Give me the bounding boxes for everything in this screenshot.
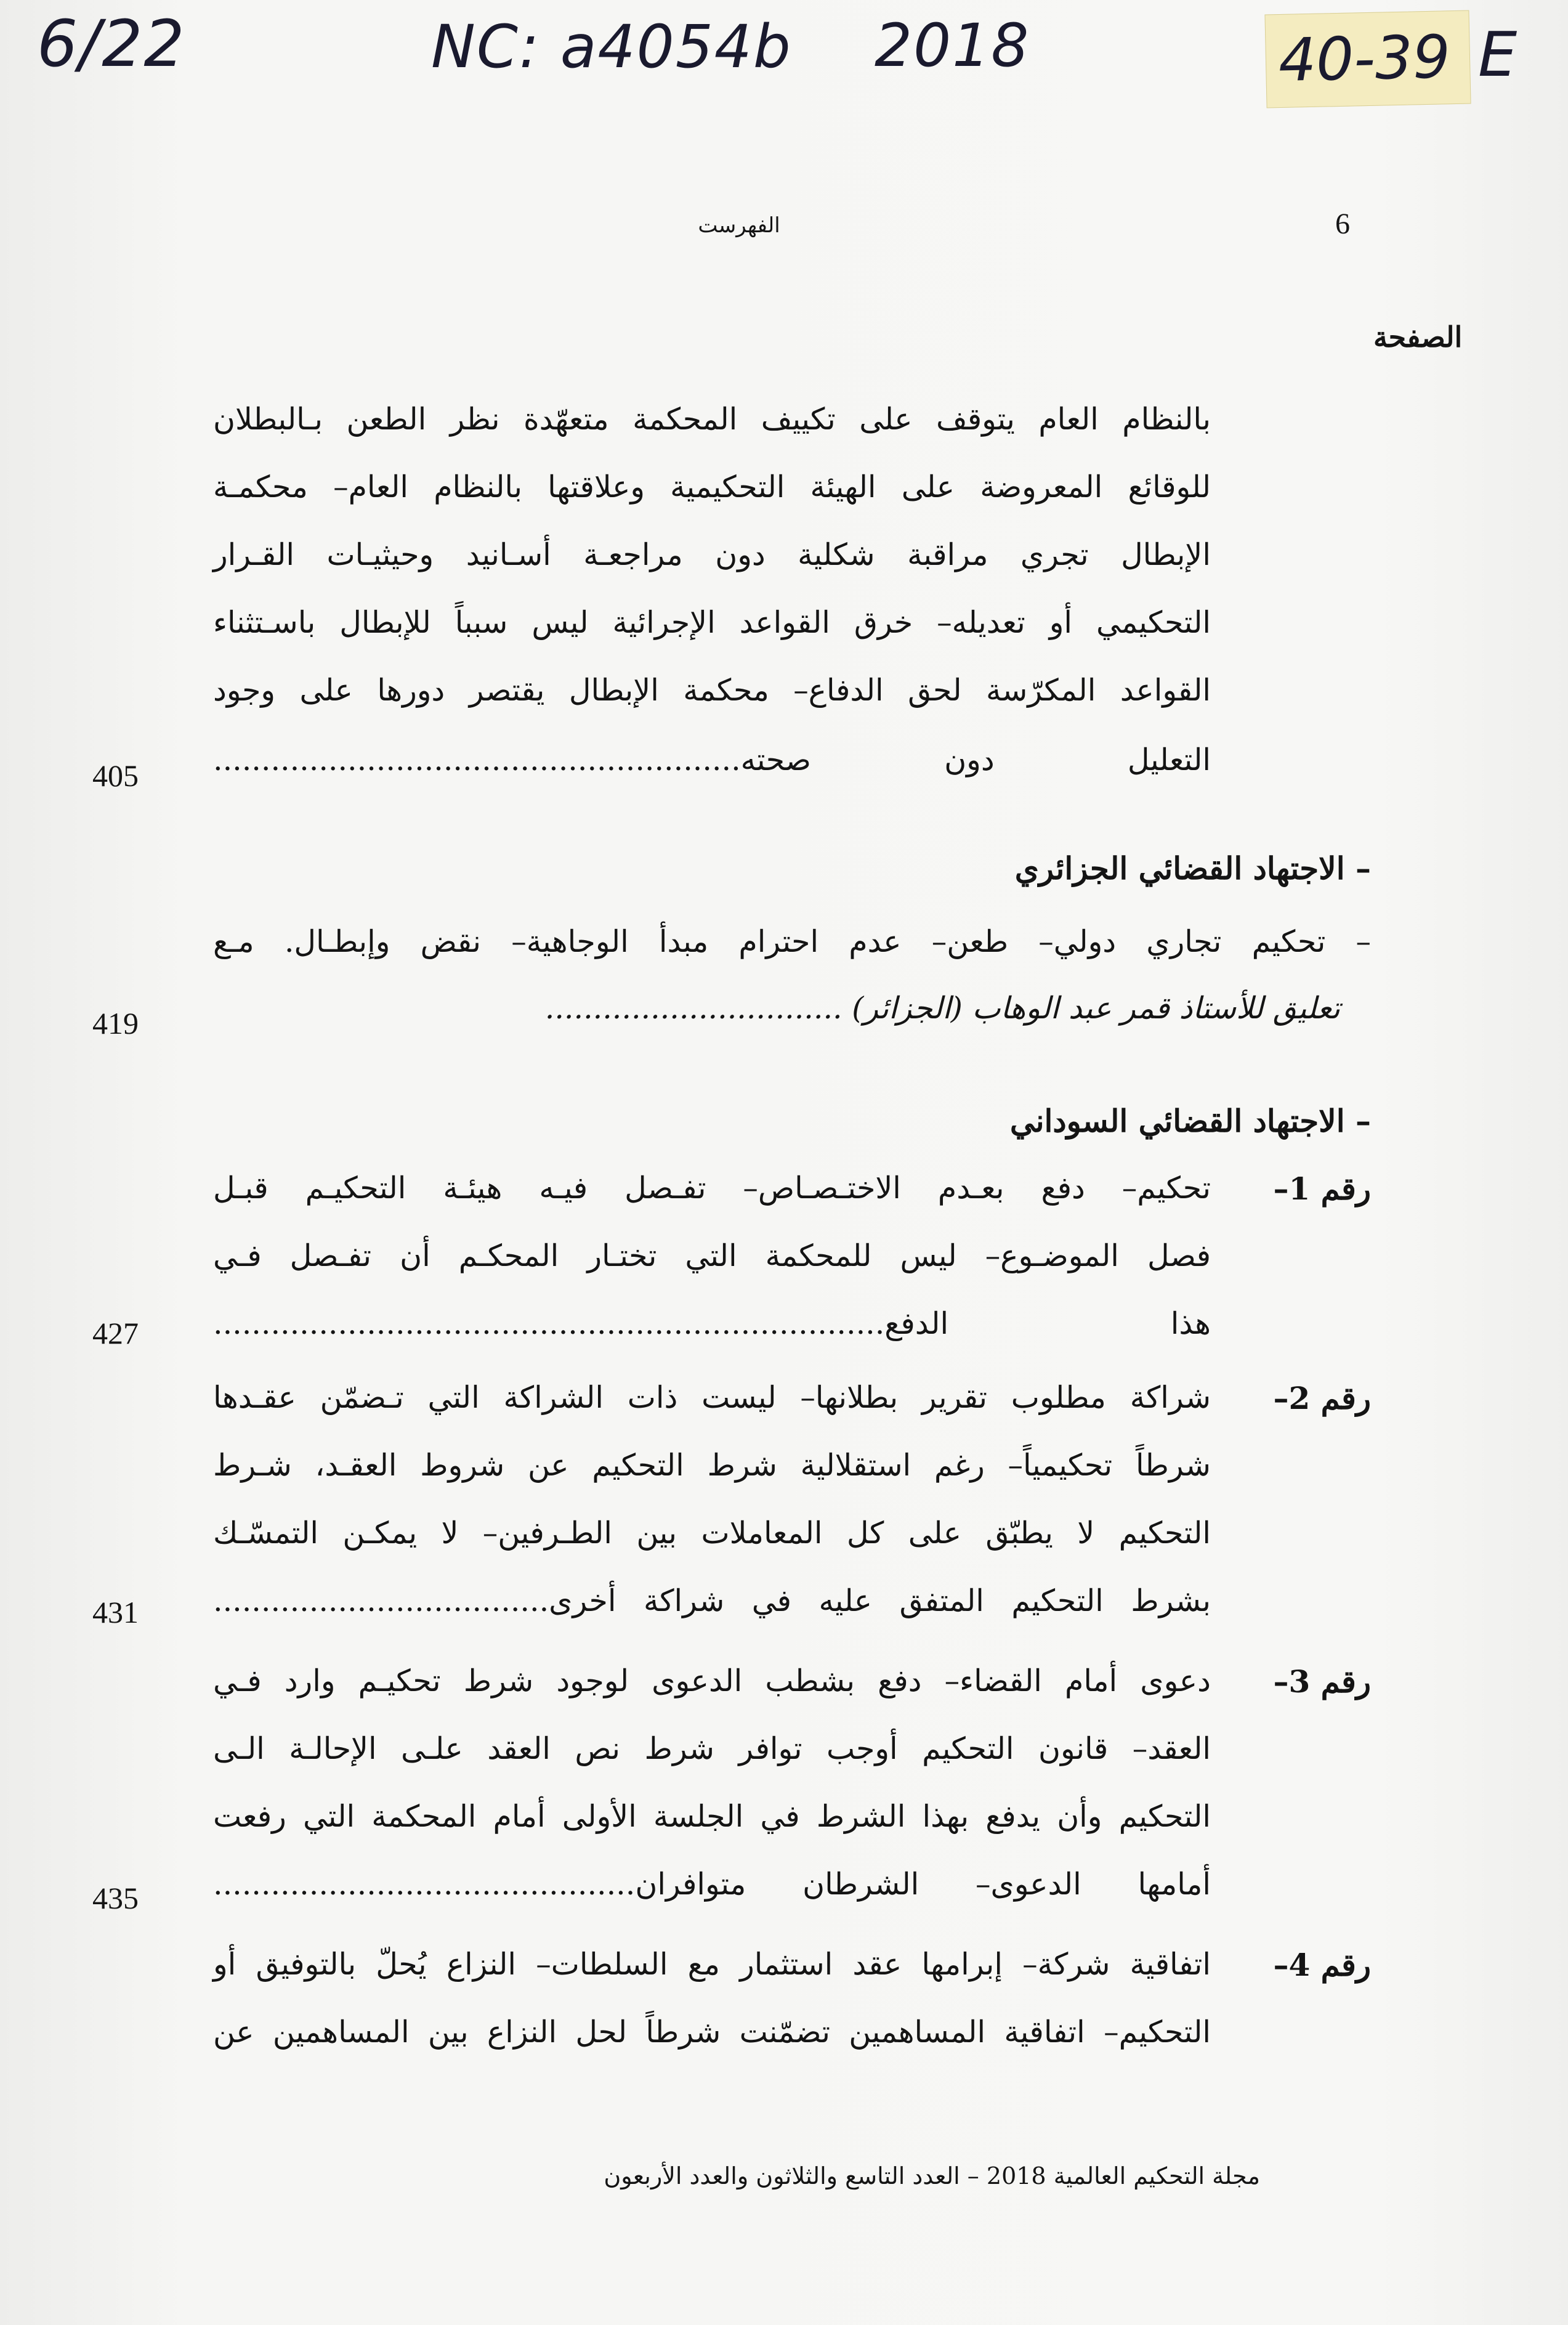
sticky-label-text: 40-39 xyxy=(1277,22,1452,95)
toc-line: العقد– قانون التحكيم أوجب توافر شرط نص العقد علـى الإحالـة الـى xyxy=(213,1731,1211,1766)
entry-label: رقم 1– xyxy=(1273,1171,1371,1207)
toc-page-ref: 431 xyxy=(92,1595,139,1629)
handwritten-reference: NC: a4054b xyxy=(431,12,792,81)
toc-page-ref: 419 xyxy=(92,1006,139,1041)
toc-line: التحكيم– اتفاقية المساهمين تضمّنت شرطاً لحل النزاع بين المساهمين عن xyxy=(213,2015,1211,2050)
toc-line: بالنظام العام يتوقف على تكييف المحكمة متعهّدة نظر الطعن بـالبطلان xyxy=(213,402,1211,437)
toc-line: التحكيم وأن يدفع بهذا الشرط في الجلسة الأولى أمام المحكمة التي رفعت xyxy=(213,1799,1211,1834)
entry-label: رقم 2– xyxy=(1273,1380,1371,1416)
toc-line: القواعد المكرّسة لحق الدفاع– محكمة الإبطال يقتصر دورها على وجود xyxy=(213,673,1211,708)
toc-page-ref: 405 xyxy=(92,758,139,793)
toc-line: للوقائع المعروضة على الهيئة التحكيمية وعلاقتها بالنظام العام– محكمـة xyxy=(213,469,1211,505)
sticky-label xyxy=(1264,10,1471,108)
toc-line: – تحكيم تجاري دولي– طعن– عدم احترام مبدأ الوجاهية– نقض وإبطـال. مـع xyxy=(213,924,1371,959)
toc-line: تعليق للأستاذ قمر عبد الوهاب (الجزائر) ............................... xyxy=(544,991,1340,1026)
section-heading-sudanese: – الاجتهاد القضائي السوداني xyxy=(1009,1103,1371,1139)
toc-line: اتفاقية شركة– إبرامها عقد استثمار مع السلطات– النزاع يُحلّ بالتوفيق أو xyxy=(213,1947,1211,1982)
toc-line: بشرط التحكيم المتفق عليه في شراكة أخرى................................... xyxy=(213,1583,1211,1618)
running-header-title: الفهرست xyxy=(698,213,780,238)
page-number: 6 xyxy=(1335,208,1350,240)
entry-label: رقم 3– xyxy=(1273,1663,1371,1700)
toc-line: هذا الدفع...................................................................... xyxy=(213,1306,1211,1341)
handwritten-year: 2018 xyxy=(875,11,1030,80)
toc-page-ref: 427 xyxy=(92,1316,139,1350)
toc-line: التحكيم لا يطبّق على كل المعاملات بين الطـرفين– لا يمكـن التمسّـك xyxy=(213,1516,1211,1551)
section-heading-algerian: – الاجتهاد القضائي الجزائري xyxy=(1014,850,1371,887)
handwritten-folio: 6/22 xyxy=(37,6,186,81)
toc-line: الإبطال تجري مراقبة شكلية دون مراجعـة أسـانيد وحيثيـات القـرار xyxy=(213,537,1211,572)
journal-footer: مجلة التحكيم العالمية 2018 – العدد التاسع والثلاثون والعدد الأربعون xyxy=(604,2162,1260,2189)
toc-line: فصل الموضـوع– ليس للمحكمة التي تختـار المحكـم أن تفـصل فـي xyxy=(213,1238,1211,1273)
entry-label: رقم 4– xyxy=(1273,1947,1371,1983)
toc-line: أمامها الدعوى– الشرطان متوافران............................................ xyxy=(213,1867,1211,1902)
page-column-heading: الصفحة xyxy=(1373,320,1463,354)
toc-line: شرطاً تحكيمياً– رغم استقلالية شرط التحكيم عن شروط العقـد، شـرط xyxy=(213,1448,1211,1483)
toc-line: التعليل دون صحته....................................................... xyxy=(213,742,1211,777)
handwritten-mark: E xyxy=(1478,18,1519,91)
toc-line: التحكيمي أو تعديله– خرق القواعد الإجرائية ليس سبباً للإبطال باسـتثناء xyxy=(213,605,1211,640)
toc-page-ref: 435 xyxy=(92,1881,139,1915)
toc-line: شراكة مطلوب تقرير بطلانها– ليست ذات الشراكة التي تـضمّن عقـدها xyxy=(213,1380,1211,1415)
toc-line: تحكيم– دفع بعـدم الاختـصـاص– تفـصل فيـه هيئـة التحكيـم قبـل xyxy=(213,1171,1211,1206)
toc-line: دعوى أمام القضاء– دفع بشطب الدعوى لوجود شرط تحكيـم وارد فـي xyxy=(213,1663,1211,1698)
